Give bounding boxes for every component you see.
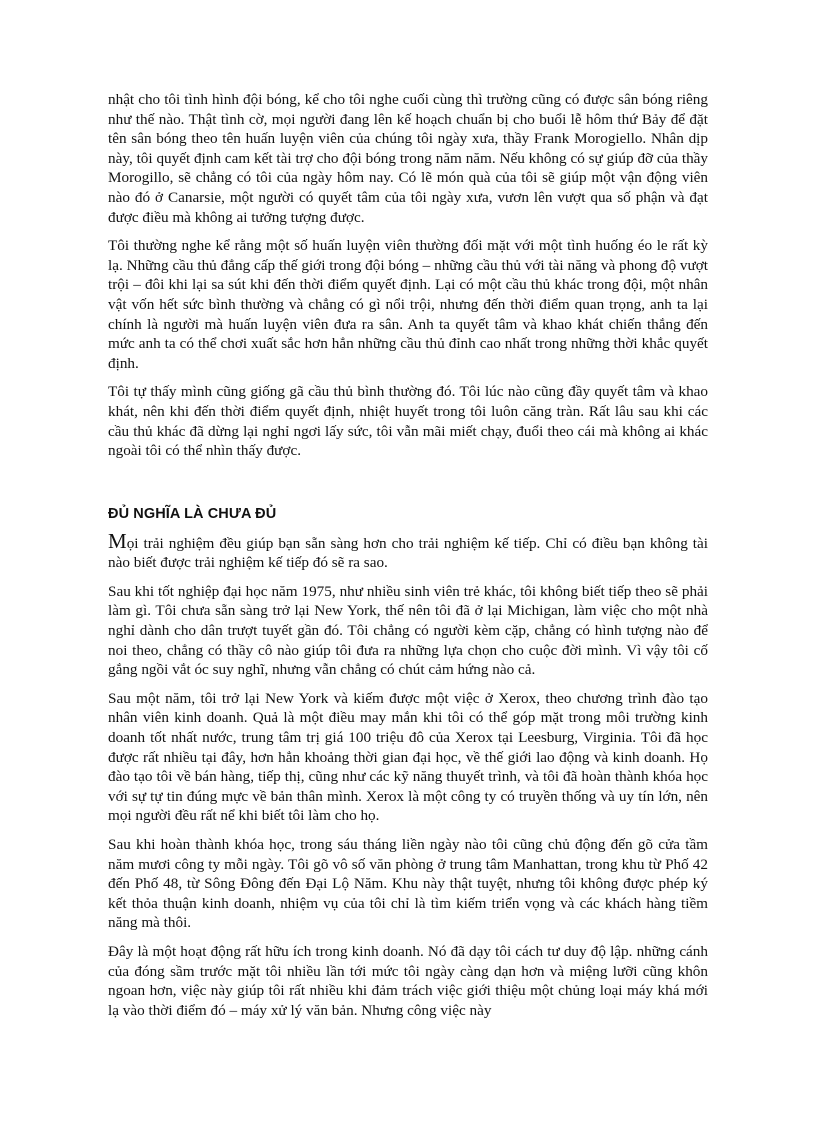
- paragraph: Sau khi hoàn thành khóa học, trong sáu tháng liền ngày nào tôi cũng chủ động đến gõ cửa tầm năm mươi công ty mỗi ngày. Tôi gõ vô số văn phòng ở trung tâm Manhattan, trong khu từ Phố 42 đến Phố 48, từ Sông Đông đến Đại Lộ Năm. Khu này thật tuyệt, nhưng tôi không được phép ký kết thỏa thuận kinh doanh, nhiệm vụ của tôi chỉ là tìm kiếm triển vọng và các khách hàng tiềm năng mà thôi.: [108, 836, 708, 932]
- paragraph: nhật cho tôi tình hình đội bóng, kể cho tôi nghe cuối cùng thì trường cũng có được sân bóng riêng như thế nào. Thật tình cờ, mọi người đang lên kế hoạch chuẩn bị cho buổi lễ hôm thứ Bảy để đặt tên sân bóng theo tên huấn luyện viên của chúng tôi ngày xưa, thầy Frank Morogiello. Nhân dịp này, tôi quyết định cam kết tài trợ cho đội bóng trong năm năm. Nếu không có sự giúp đỡ của thầy Morogillo, sẽ chẳng có tôi của ngày hôm nay. Có lẽ món quà của tôi sẽ giúp một vận động viên nào đó ở Canarsie, một người có quyết tâm của tôi ngày xưa, vươn lên vượt qua số phận và đạt được điều mà không ai tưởng tượng được.: [108, 91, 708, 226]
- lead-paragraph: [108, 528, 708, 573]
- paragraph: Đây là một hoạt động rất hữu ích trong kinh doanh. Nó đã dạy tôi cách tư duy độ lập. những cánh của đóng sầm trước mặt tôi nhiều lần tới mức tôi ngày càng dạn hơn và miệng lưỡi cũng khôn ngoan hơn, việc này giúp tôi rất nhiều khi đảm trách việc giới thiệu một chủng loại máy khá mới lạ vào thời điểm đó – máy xử lý văn bản. Nhưng công việc này: [108, 942, 708, 1019]
- paragraph: Tôi thường nghe kể rằng một số huấn luyện viên thường đối mặt với một tình huống éo le rất kỳ lạ. Những cầu thủ đẳng cấp thế giới trong đội bóng – những cầu thủ với tài năng và phong độ vượt trội – đôi khi lại sa sút khi đến thời điểm quyết định. Lại có một cầu thủ khác trong đội, một nhân vật vốn hết sức bình thường và chẳng có gì nổi trội, nhưng đến thời điểm quan trọng, anh ta lại chính là người mà huấn luyện viên đưa ra sân. Anh ta quyết tâm và khao khát chiến thắng đến mức anh ta có thể chơi xuất sắc hơn hẳn những cầu thủ đỉnh cao nhất trong những thời khắc quyết định.: [108, 237, 708, 372]
- document-page: [108, 90, 708, 1029]
- lead-text: ọi trải nghiệm đều giúp bạn sẵn sàng hơn cho trải nghiệm kế tiếp. Chỉ có điều bạn không tài nào biết được trải nghiệm kế tiếp đó sẽ ra sao.: [108, 534, 708, 572]
- paragraph: Sau một năm, tôi trở lại New York và kiếm được một việc ở Xerox, theo chương trình đào tạo nhân viên kinh doanh. Quả là một điều may mắn khi tôi có thể góp mặt trong môi trường kinh doanh tốt nhất nước, trung tâm trị giá 100 triệu đô của Xerox tại Leesburg, Virginia. Tôi đã học được rất nhiều tại đây, hơn hẳn khoảng thời gian đại học, về thế giới lao động và kinh doanh. Họ đào tạo tôi về bán hàng, tiếp thị, cũng như các kỹ năng thuyết trình, và tôi đã hoàn thành khóa học với sự tự tin đúng mực về bản thân mình. Xerox là một công ty có truyền thống và uy tín lớn, nên mọi người đều rất nể khi biết tôi làm cho họ.: [108, 689, 708, 825]
- section-heading: ĐỦ NGHĨA LÀ CHƯA ĐỦ: [108, 505, 277, 522]
- drop-cap: M: [108, 528, 127, 553]
- paragraph: Tôi tự thấy mình cũng giống gã cầu thủ bình thường đó. Tôi lúc nào cũng đầy quyết tâm và khao khát, nên khi đến thời điểm quyết định, nhiệt huyết trong tôi luôn căng tràn. Rất lâu sau khi các cầu thủ khác đã dừng lại nghỉ ngơi lấy sức, tôi vẫn mãi miết chạy, đuổi theo cái mà không ai khác ngoài tôi có thể nhìn thấy được.: [108, 383, 708, 460]
- paragraph: Sau khi tốt nghiệp đại học năm 1975, như nhiều sinh viên trẻ khác, tôi không biết tiếp theo sẽ phải làm gì. Tôi chưa sẵn sàng trở lại New York, thế nên tôi đã ở lại Michigan, làm việc cho một nhà nghỉ dành cho dân trượt tuyết gần đó. Tôi chẳng có người kèm cặp, chẳng có hình tượng nào để noi theo, chẳng có thầy cô nào giúp tôi đưa ra những lựa chọn cho cuộc đời mình. Vì vậy tôi cố gắng ngồi vắt óc suy nghĩ, nhưng vẫn chẳng có chút cảm hứng nào cả.: [108, 582, 708, 679]
